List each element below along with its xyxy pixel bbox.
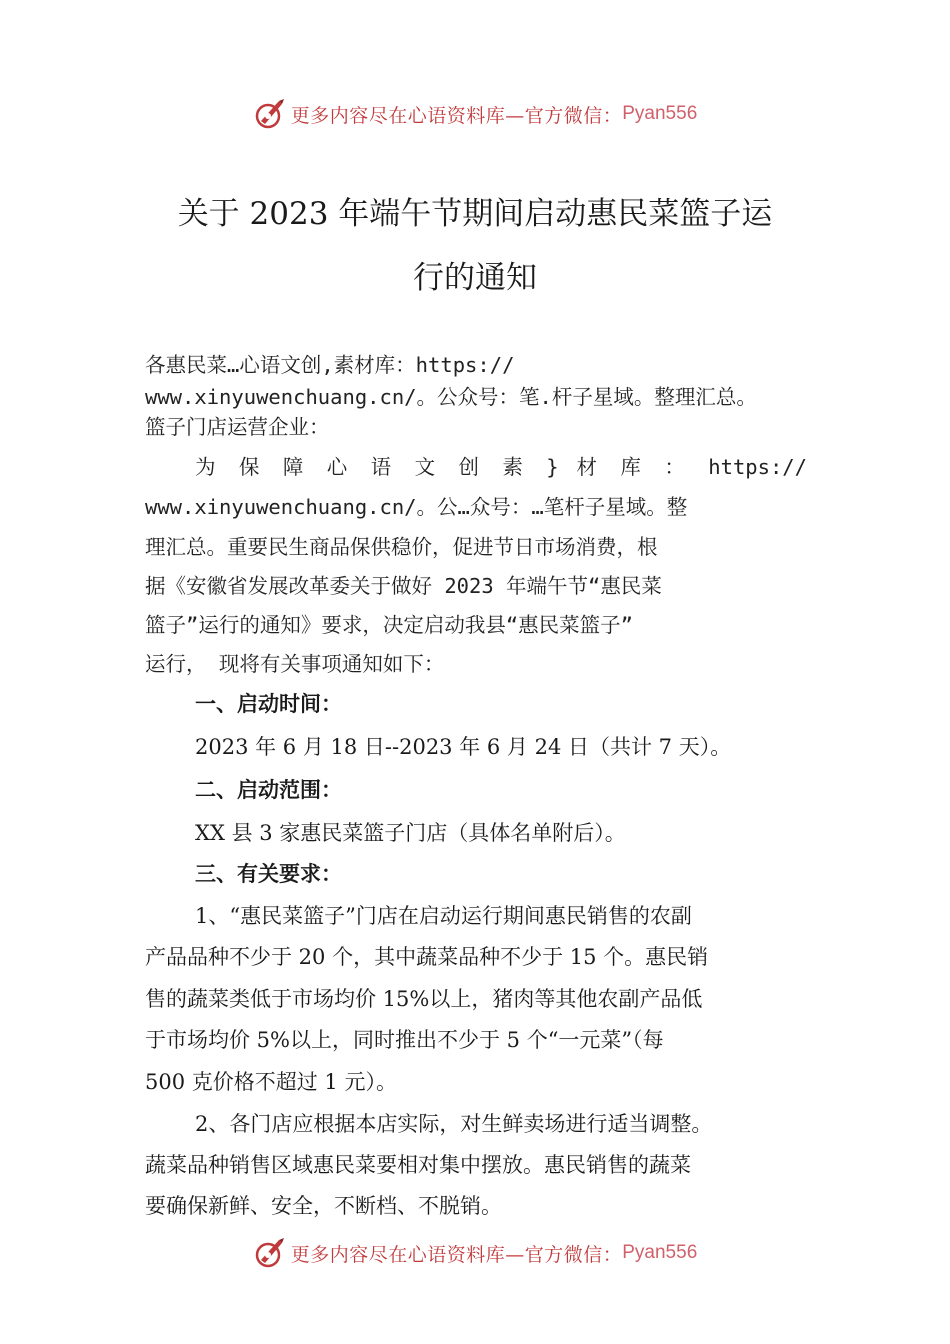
header-watermark (0, 94, 950, 134)
quill-pen-logo-icon (253, 1236, 287, 1270)
section-heading-2: 二、启动范围： (195, 778, 342, 802)
paragraph-1-line-3: 理汇总。重要民生商品保供稳价，促进节日市场消费，根 (145, 535, 658, 559)
quill-pen-logo-icon (253, 97, 287, 131)
requirement-1-line-5: 500 克价格不超过 1 元）。 (145, 1070, 397, 1094)
requirement-2-line-2: 蔬菜品种销售区域惠民菜要相对集中摆放。惠民销售的蔬菜 (145, 1153, 691, 1177)
watermark-wechat-id: Pyan556 (622, 103, 698, 124)
document-title-line-2: 行的通知 (413, 260, 537, 296)
requirement-1-line-3: 售的蔬菜类低于市场均价 15%以上，猪肉等其他农副产品低 (145, 987, 703, 1011)
paragraph-1-line-1: 为 保 障 心 语 文 创 素 } 材 库 ： https:// (195, 455, 807, 479)
watermark-text: 更多内容尽在心语资料库—官方微信： (290, 104, 623, 127)
paragraph-1-line-5: 篮子”运行的通知》要求，决定启动我县“惠民菜篮子” (145, 613, 634, 637)
requirement-2-line-3: 要确保新鲜、安全，不断档、不脱销。 (145, 1194, 502, 1218)
paragraph-1-line-6: 运行， 现将有关事项通知如下： (145, 652, 445, 676)
requirement-1-line-4: 于市场均价 5%以上，同时推出不少于 5 个“一元菜”（每 (145, 1028, 664, 1052)
section-heading-3: 三、有关要求： (195, 862, 342, 886)
addressee-line-3: 篮子门店运营企业： (145, 415, 330, 439)
start-date-text: 2023 年 6 月 18 日--2023 年 6 月 24 日（共计 7 天）。 (195, 735, 732, 759)
paragraph-1-line-4: 据《安徽省发展改革委关于做好 2023 年端午节“惠民菜 (145, 574, 662, 598)
scope-text: XX 县 3 家惠民菜篮子门店（具体名单附后）。 (195, 821, 626, 845)
requirement-1-line-2: 产品品种不少于 20 个，其中蔬菜品种不少于 15 个。惠民销 (145, 945, 709, 969)
watermark-wechat-id: Pyan556 (622, 1242, 698, 1263)
watermark-text: 更多内容尽在心语资料库—官方微信： (290, 1243, 623, 1266)
requirement-2-line-1: 2、各门店应根据本店实际，对生鲜卖场进行适当调整。 (195, 1112, 713, 1136)
footer-watermark (0, 1233, 950, 1273)
section-heading-1: 一、启动时间： (195, 692, 342, 716)
requirement-1-line-1: 1、“惠民菜篮子”门店在启动运行期间惠民销售的农副 (195, 904, 692, 928)
document-title-line-1: 关于 2023 年端午节期间启动惠民菜篮子运 (177, 196, 773, 232)
paragraph-1-line-2: www.xinyuwenchuang.cn/。公…众号：…笔杆子星域。整 (145, 495, 688, 519)
addressee-line-1: 各惠民菜…心语文创,素材库：https:// (145, 353, 515, 377)
addressee-line-2: www.xinyuwenchuang.cn/。公众号：笔.杆子星域。整理汇总。 (145, 385, 757, 409)
